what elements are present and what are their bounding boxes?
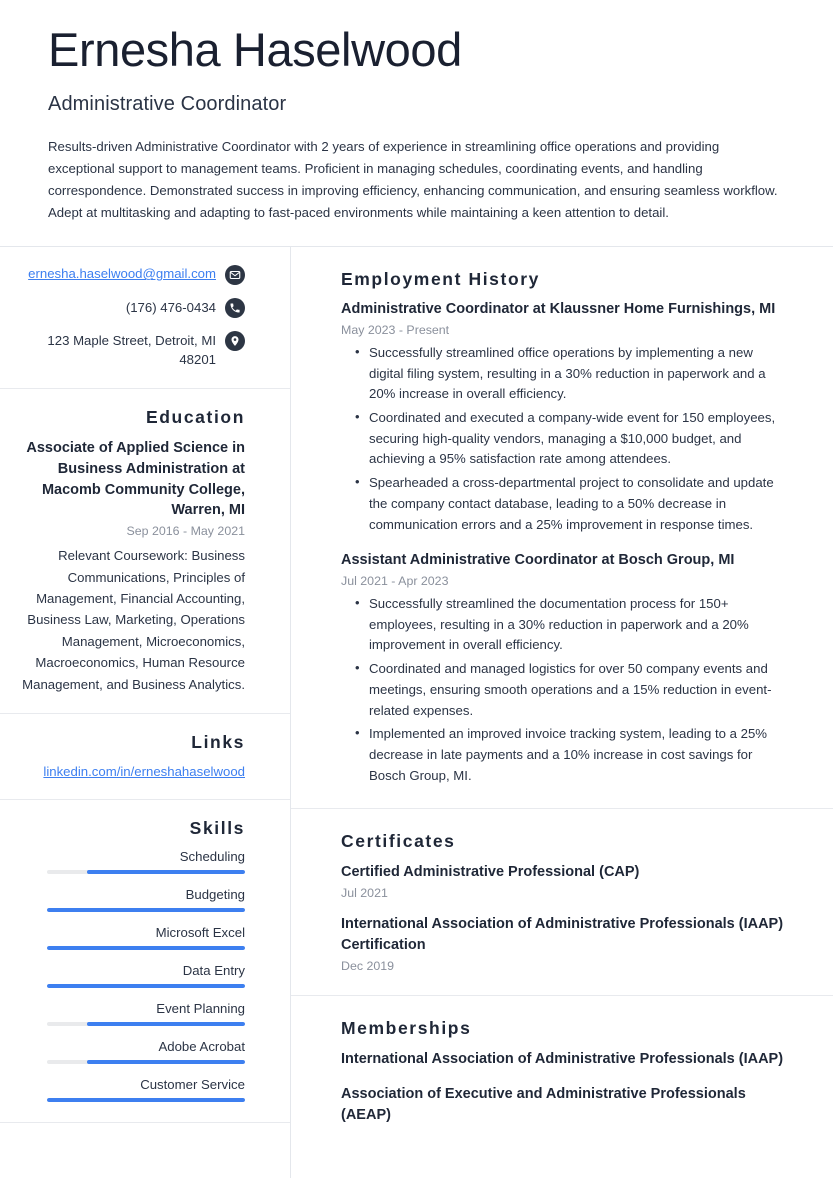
phone-icon (225, 298, 245, 318)
main-column (291, 247, 833, 1178)
certificate-name: Certified Administrative Professional (CAP) (341, 864, 640, 881)
contact-list (20, 265, 245, 369)
contact-row-email[interactable] (20, 265, 245, 285)
contact-section (0, 247, 290, 388)
memberships-section (291, 996, 833, 1148)
certificate-date: Dec 2019 (341, 959, 395, 973)
job-date-range: Jul 2021 - Apr 2023 (341, 573, 449, 588)
skill-level-bar (47, 984, 245, 988)
certificates-list (341, 862, 785, 973)
envelope-icon (225, 265, 245, 285)
location-pin-icon (225, 331, 245, 351)
skill-item (20, 887, 245, 912)
sidebar-column (0, 247, 291, 1178)
job-bullet-list (341, 343, 785, 535)
certificates-section (291, 809, 833, 996)
skills-heading: Skills (189, 817, 245, 838)
job-title-subheading: Administrative Coordinator (48, 92, 287, 115)
skill-label: Customer Service (140, 1076, 245, 1092)
skill-label: Budgeting (185, 886, 245, 902)
skills-list (20, 849, 245, 1102)
skill-level-bar (47, 870, 245, 874)
certificates-heading: Certificates (341, 831, 456, 852)
jobs-list (341, 300, 785, 786)
job-entry (341, 300, 785, 535)
membership-item: International Association of Administrative Professionals (IAAP) (341, 1051, 784, 1067)
skill-item (20, 1039, 245, 1064)
education-section (0, 389, 290, 714)
employment-history-heading: Employment History (341, 269, 540, 290)
skill-item (20, 849, 245, 874)
job-bullet: • Implemented an improved invoice tracking system, leading to a 25% decrease in late payments and a 10% increase in cost savings for Bosch Group, MI. (369, 724, 785, 786)
links-section (0, 714, 290, 800)
job-heading: Assistant Administrative Coordinator at Bosch Group, MI (341, 552, 735, 569)
employment-history-section (291, 247, 833, 809)
job-bullet: • Coordinated and managed logistics for over 50 company events and meetings, ensuring smooth operations and a 15% reduction in event-related expenses. (369, 659, 785, 721)
memberships-heading: Memberships (341, 1018, 472, 1038)
skill-level-fill (87, 1022, 245, 1026)
skill-level-bar (47, 908, 245, 912)
skill-level-fill (87, 870, 245, 874)
job-heading: Administrative Coordinator at Klaussner Home Furnishings, MI (341, 301, 776, 318)
skill-label: Event Planning (156, 1000, 245, 1016)
education-description: Relevant Coursework: Business Communications, Principles of Management, Financial Accounting, Business Law, Marketing, Operations Management, Microeconomics, Macroeconomics, Human Resource Management, and Business Analytics. (22, 548, 245, 692)
skill-label: Adobe Acrobat (158, 1038, 245, 1054)
contact-row-address[interactable] (20, 331, 245, 369)
professional-summary: Results-driven Administrative Coordinator with 2 years of experience in streamlining office operations and providing exceptional support to management teams. Proficient in managing schedules, coordinating events, and handling correspondence. Demonstrated success in improving efficiency, enhancing communication, and ensuring seamless workflow. Adept at multitasking and adapting to fast-paced environments while maintaining a keen attention to detail. (48, 138, 778, 221)
skill-item (20, 963, 245, 988)
membership-item: Association of Executive and Administrative Professionals (AEAP) (341, 1085, 746, 1123)
job-bullet: • Spearheaded a cross-departmental project to consolidate and update the company contact database, leading to a 50% decrease in communication errors and a 25% improvement in response times. (369, 473, 785, 535)
job-bullet: • Successfully streamlined office operations by implementing a new digital filing system, resulting in a 30% reduction in paperwork and a 20% increase in overall efficiency. (369, 343, 785, 405)
certificate-item (341, 862, 785, 900)
certificate-name: International Association of Administrative Professionals (IAAP) Certification (341, 916, 784, 954)
skill-label: Microsoft Excel (155, 924, 245, 940)
page-title: Ernesha Haselwood (48, 23, 462, 76)
certificate-date: Jul 2021 (341, 886, 388, 901)
skill-item (20, 1001, 245, 1026)
phone-number: (176) 476-0434 (125, 300, 216, 316)
skill-level-bar (47, 1098, 245, 1102)
job-bullet: • Successfully streamlined the documentation process for 150+ employees, resulting in a 30% reduction in paperwork and a 20% improvement in overall efficiency. (369, 594, 785, 656)
linkedin-link[interactable]: linkedin.com/in/erneshahaselwood (43, 763, 245, 779)
skill-level-bar (47, 1060, 245, 1064)
job-entry (341, 551, 785, 786)
skill-item (20, 1077, 245, 1102)
skill-level-fill (47, 908, 245, 912)
job-date-range: May 2023 - Present (341, 322, 450, 337)
contact-row-phone[interactable] (20, 298, 245, 318)
link-row[interactable] (20, 763, 245, 781)
skill-label: Data Entry (182, 962, 245, 978)
address-text: 123 Maple Street, Detroit, MI 48201 (47, 333, 216, 368)
job-bullet-list (341, 594, 785, 786)
skill-item (20, 925, 245, 950)
education-date: Sep 2016 - May 2021 (126, 524, 245, 539)
skill-level-bar (47, 1022, 245, 1026)
skill-level-fill (47, 946, 245, 950)
email-link[interactable]: ernesha.haselwood@gmail.com (28, 266, 216, 282)
links-heading: Links (191, 731, 245, 752)
skill-level-fill (47, 984, 245, 988)
job-bullet: • Coordinated and executed a company-wide event for 150 employees, securing high-quality vendors, managing a $10,000 budget, and achieving a 95% satisfaction rate among attendees. (369, 408, 785, 470)
memberships-list (341, 1049, 785, 1126)
resume-header (0, 0, 833, 246)
education-heading: Education (146, 406, 245, 427)
education-degree: Associate of Applied Science in Business Administration at Macomb Community College, Warren, MI (26, 439, 245, 519)
skills-section (0, 800, 290, 1123)
skill-label: Scheduling (179, 848, 245, 864)
resume-body (0, 247, 833, 1178)
certificate-item (341, 914, 785, 973)
skill-level-fill (47, 1098, 245, 1102)
skill-level-fill (87, 1060, 245, 1064)
skill-level-bar (47, 946, 245, 950)
